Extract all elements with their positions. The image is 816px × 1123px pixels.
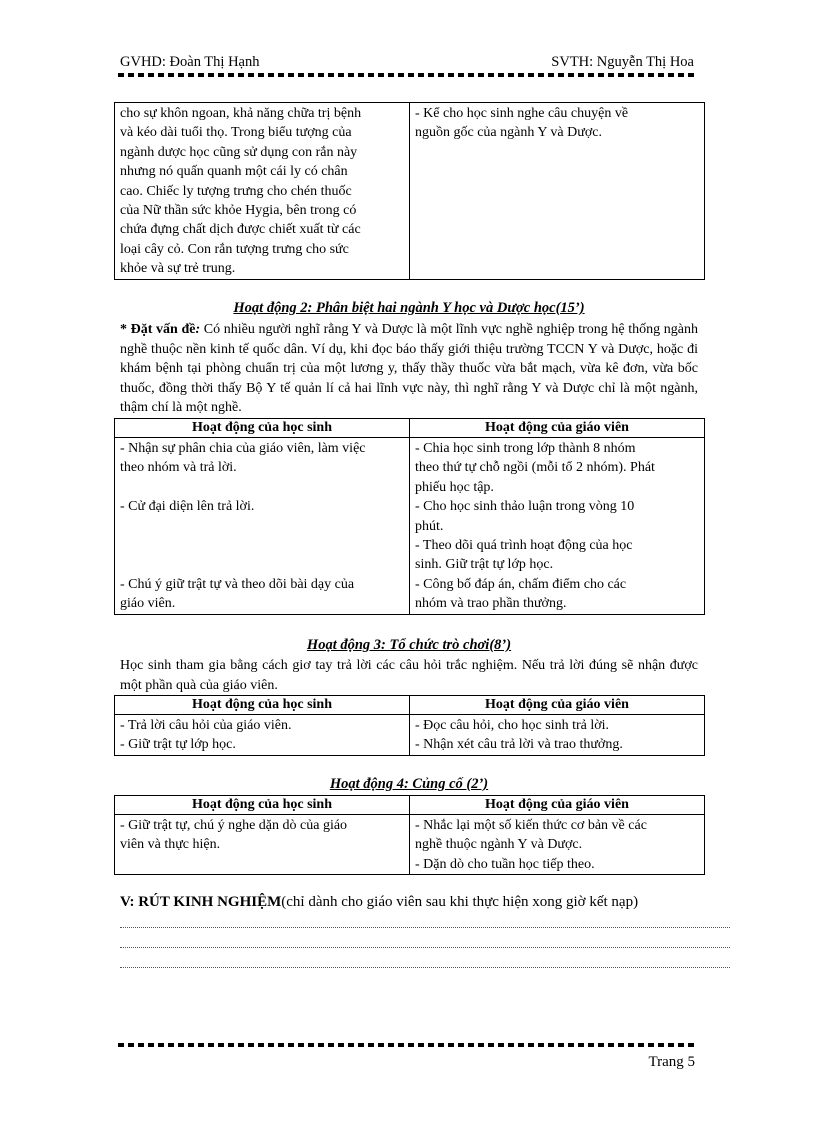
activity2-heading: Hoạt động 2: Phân biệt hai ngành Y học và Dược học(15’) xyxy=(233,300,585,316)
col-header-teacher: Hoạt động của giáo viên xyxy=(410,796,705,815)
activity3-intro: Học sinh tham gia bằng cách giơ tay trả lời các câu hỏi trắc nghiệm. Nếu trả lời đúng sẽ nhận được một phần quà của giáo viên. xyxy=(120,658,698,693)
activity4-student-cell: - Giữ trật tự, chú ý nghe dặn dò của giáo viên và thực hiện. xyxy=(115,815,410,875)
activity4-heading: Hoạt động 4: Củng cố (2’) xyxy=(329,776,489,792)
section-v-note: (chỉ dành cho giáo viên sau khi thực hiện xong giờ kết nạp) xyxy=(281,894,639,910)
section-v-label: V: RÚT KINH NGHIỆM xyxy=(120,894,282,910)
page-number: Trang 5 xyxy=(648,1054,695,1070)
intro-text: Có nhiều người nghĩ rằng Y và Dược là một lĩnh vực nghề nghiệp trong hệ thống ngành nghề thuộc nền kinh tế quốc dân. Ví dụ, khi đọc báo thấy giới thiệu trường TCCN Y và Dược, hoặc đi khám bệnh tại phòng chuẩn trị của một lương y, thấy thầy thuốc vừa bắt mạch, vừa kê đơn, vừa bốc thuốc, đồng thời thấy Bộ Y tế quản lí cả hai lĩnh vực này, thì nghĩ rằng Y và Dược chỉ là một ngành, thậm chí là một nghề. xyxy=(120,322,698,416)
col-header-student: Hoạt động của học sinh xyxy=(115,419,410,438)
activity3-table xyxy=(114,695,705,756)
col-header-teacher: Hoạt động của giáo viên xyxy=(410,696,705,715)
activity4-teacher-cell: - Nhắc lại một số kiến thức cơ bản về các nghề thuộc ngành Y và Dược. - Dặn dò cho tuần học tiếp theo. xyxy=(410,815,705,875)
activity2-student-cell: - Nhận sự phân chia của giáo viên, làm việc theo nhóm và trả lời. - Cử đại diện lên trả lời. - Chú ý giữ trật tự và theo dõi bài dạy của giáo viên. xyxy=(115,438,410,615)
activity2-intro: * Đặt vấn đề: Có nhiều người nghĩ rằng Y và Dược là một lĩnh vực nghề nghiệp trong hệ thống ngành nghề thuộc nền kinh tế quốc dân. Ví dụ, khi đọc báo thấy giới thiệu trường TCCN Y và Dược, hoặc đi khám bệnh tại phòng chuẩn trị của một lương y, thấy thầy thuốc vừa bắt mạch, vừa kê đơn, vừa bốc thuốc, đồng thời thấy Bộ Y tế quản lí cả hai lĩnh vực này, thì nghĩ rằng Y và Dược chỉ là một ngành, thậm chí là một nghề. xyxy=(120,322,698,416)
col-header-student: Hoạt động của học sinh xyxy=(115,696,410,715)
intro-label: * Đặt vấn đề xyxy=(120,322,196,337)
header-divider xyxy=(118,73,694,77)
col-header-student: Hoạt động của học sinh xyxy=(115,796,410,815)
activity3-heading: Hoạt động 3: Tổ chức trò chơi(8’) xyxy=(306,637,512,653)
continued-right-cell: - Kể cho học sinh nghe câu chuyện về nguồn gốc của ngành Y và Dược. xyxy=(410,103,705,280)
section-v-title xyxy=(120,894,638,911)
activity2-teacher-cell: - Chia học sinh trong lớp thành 8 nhóm theo thứ tự chỗ ngồi (mỗi tổ 2 nhóm). Phát phiếu học tập. - Cho học sinh thảo luận trong vòng 10 phút. - Theo dõi quá trình hoạt động của học sinh. Giữ trật tự lớp học. - Công bố đáp án, chấm điểm cho các nhóm và trao phần thưởng. xyxy=(410,438,705,615)
continued-table xyxy=(114,102,705,280)
footer-divider xyxy=(118,1043,694,1047)
activity4-table xyxy=(114,795,705,875)
header-student: SVTH: Nguyễn Thị Hoa xyxy=(551,54,694,70)
col-header-teacher: Hoạt động của giáo viên xyxy=(410,419,705,438)
activity3-student-cell: - Trả lời câu hỏi của giáo viên. - Giữ trật tự lớp học. xyxy=(115,715,410,756)
activity2-table xyxy=(114,418,705,615)
notes-line xyxy=(120,927,730,929)
notes-line xyxy=(120,967,730,969)
continued-left-cell: cho sự khôn ngoan, khả năng chữa trị bệnh và kéo dài tuổi thọ. Trong biểu tượng của ngành dược học cũng sử dụng con rắn này nhưng nó quấn quanh một cái ly có chân cao. Chiếc ly tượng trưng cho chén thuốc của Nữ thần sức khỏe Hygia, bên trong có chứa đựng chất dịch được chiết xuất từ các loại cây cỏ. Con rắn tượng trưng cho sức khỏe và sự trẻ trung. xyxy=(115,103,410,280)
activity3-teacher-cell: - Đọc câu hỏi, cho học sinh trả lời. - Nhận xét câu trả lời và trao thưởng. xyxy=(410,715,705,756)
header-instructor: GVHD: Đoàn Thị Hạnh xyxy=(120,54,260,70)
notes-line xyxy=(120,947,730,949)
